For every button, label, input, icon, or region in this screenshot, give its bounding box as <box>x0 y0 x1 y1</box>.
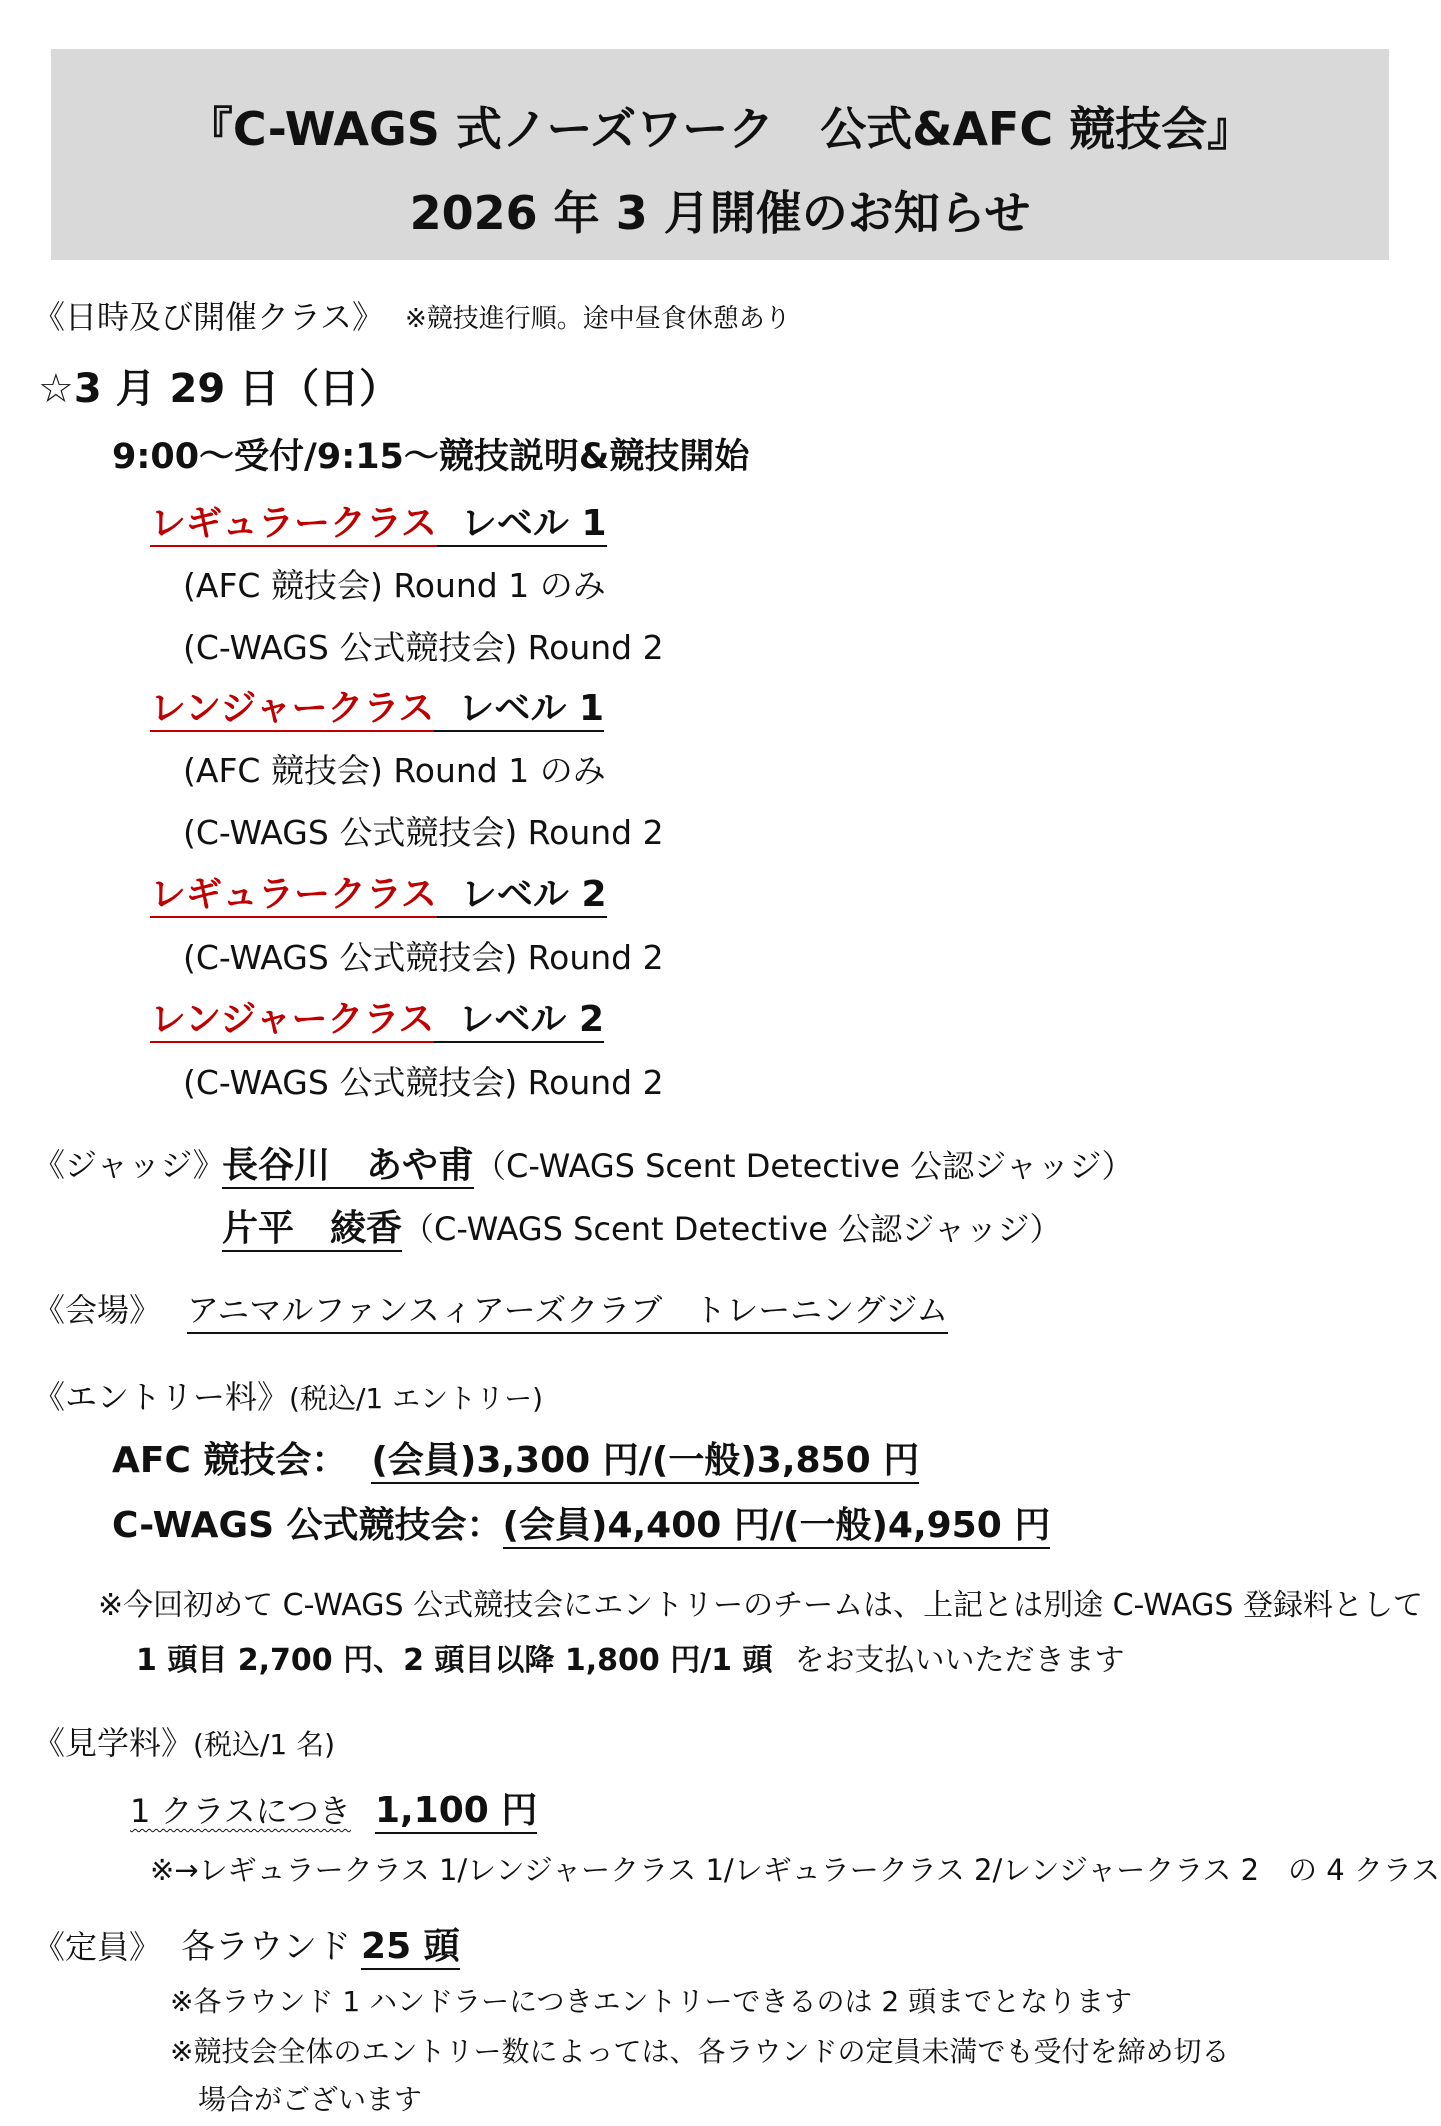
capacity-row <box>33 1918 460 1969</box>
judge-name: 長谷川 あや甫 <box>222 1145 474 1189</box>
judge-credential: （C-WAGS Scent Detective 公認ジャッジ） <box>402 1210 1062 1248</box>
capacity-heading: 《定員》 <box>33 1928 162 1966</box>
cwags-fee-row <box>112 1497 1050 1548</box>
entry-fee-sub: (税込/1 エントリー) <box>289 1382 544 1415</box>
class-heading <box>150 866 607 917</box>
class-heading <box>150 495 607 546</box>
judge-heading: 《ジャッジ》 <box>33 1146 225 1184</box>
round-line: (C-WAGS 公式競技会) Round 2 <box>183 628 664 667</box>
cwags-fee-label: C-WAGS 公式競技会： <box>112 1505 503 1546</box>
class-name: レギュラークラス <box>150 503 437 547</box>
judge-entry <box>222 1137 1133 1188</box>
class-heading <box>150 680 604 731</box>
judge-credential: （C-WAGS Scent Detective 公認ジャッジ） <box>474 1147 1134 1185</box>
round-line: (AFC 競技会) Round 1 のみ <box>183 566 606 605</box>
visit-fee-sub: (税込/1 名) <box>193 1728 336 1761</box>
visit-fee-row <box>130 1782 537 1833</box>
capacity-note-3: 場合がございます <box>198 2083 423 2116</box>
judge-entry <box>222 1200 1061 1251</box>
schedule-heading: 《日時及び開催クラス》 <box>33 298 385 336</box>
venue-heading: 《会場》 <box>33 1291 162 1329</box>
visit-fee-price: 1,100 円 <box>375 1790 537 1834</box>
visit-fee-heading: 《見学料》 <box>33 1724 194 1762</box>
round-line: (C-WAGS 公式競技会) Round 2 <box>183 1063 664 1102</box>
round-line: (AFC 競技会) Round 1 のみ <box>183 751 606 790</box>
visit-fee-note: ※→レギュラークラス 1/レンジャークラス 1/レギュラークラス 2/レンジャークラス 2 の 4 クラス <box>150 1853 1441 1887</box>
venue-name: アニマルファンスィアーズクラブ トレーニングジム <box>187 1285 948 1334</box>
entry-fee-heading: 《エントリー料》 <box>33 1378 290 1416</box>
afc-fee-row <box>112 1432 919 1483</box>
class-level: レベル 1 <box>434 688 604 732</box>
visit-fee-heading-row <box>33 1718 335 1764</box>
registration-fee: 1 頭目 2,700 円、2 頭目以降 1,800 円/1 頭 <box>136 1643 773 1678</box>
schedule-note: ※競技進行順。途中昼食休憩あり <box>405 304 791 334</box>
afc-fee-price: (会員)3,300 円/(一般)3,850 円 <box>371 1440 919 1484</box>
judge-name: 片平 綾香 <box>222 1208 402 1252</box>
class-level: レベル 1 <box>437 503 607 547</box>
class-heading <box>150 991 604 1042</box>
event-date: ☆3 月 29 日（日） <box>38 366 400 412</box>
cwags-fee-price: (会員)4,400 円/(一般)4,950 円 <box>503 1505 1051 1549</box>
round-line: (C-WAGS 公式競技会) Round 2 <box>183 938 664 977</box>
afc-fee-label: AFC 競技会： <box>112 1440 348 1481</box>
title-line-2: 2026 年 3 月開催のお知らせ <box>409 186 1031 240</box>
class-name: レンジャークラス <box>150 688 434 732</box>
registration-note-1: ※今回初めて C-WAGS 公式競技会にエントリーのチームは、上記とは別途 C-WAGS 登録料として <box>98 1588 1424 1623</box>
registration-note-2 <box>136 1635 1124 1679</box>
class-name: レンジャークラス <box>150 999 434 1043</box>
title-banner <box>51 49 1389 260</box>
class-name: レギュラークラス <box>150 874 437 918</box>
class-level: レベル 2 <box>437 874 607 918</box>
round-line: (C-WAGS 公式競技会) Round 2 <box>183 813 664 852</box>
capacity-note-1: ※各ラウンド 1 ハンドラーにつきエントリーできるのは 2 頭までとなります <box>170 1985 1133 2018</box>
class-level: レベル 2 <box>434 999 604 1043</box>
capacity-label: 各ラウンド <box>181 1927 352 1967</box>
visit-fee-per-class: 1 クラスにつき <box>130 1792 351 1830</box>
capacity-note-2: ※競技会全体のエントリー数によっては、各ラウンドの定員未満でも受付を締め切る <box>170 2035 1230 2068</box>
title-line-1: 『C-WAGS 式ノーズワーク 公式&AFC 競技会』 <box>186 102 1254 156</box>
capacity-value: 25 頭 <box>361 1926 460 1970</box>
registration-note-rest: をお支払いいただきます <box>794 1643 1125 1678</box>
event-time: 9:00～受付/9:15～競技説明&競技開始 <box>112 437 750 477</box>
entry-fee-heading-row <box>33 1372 543 1418</box>
